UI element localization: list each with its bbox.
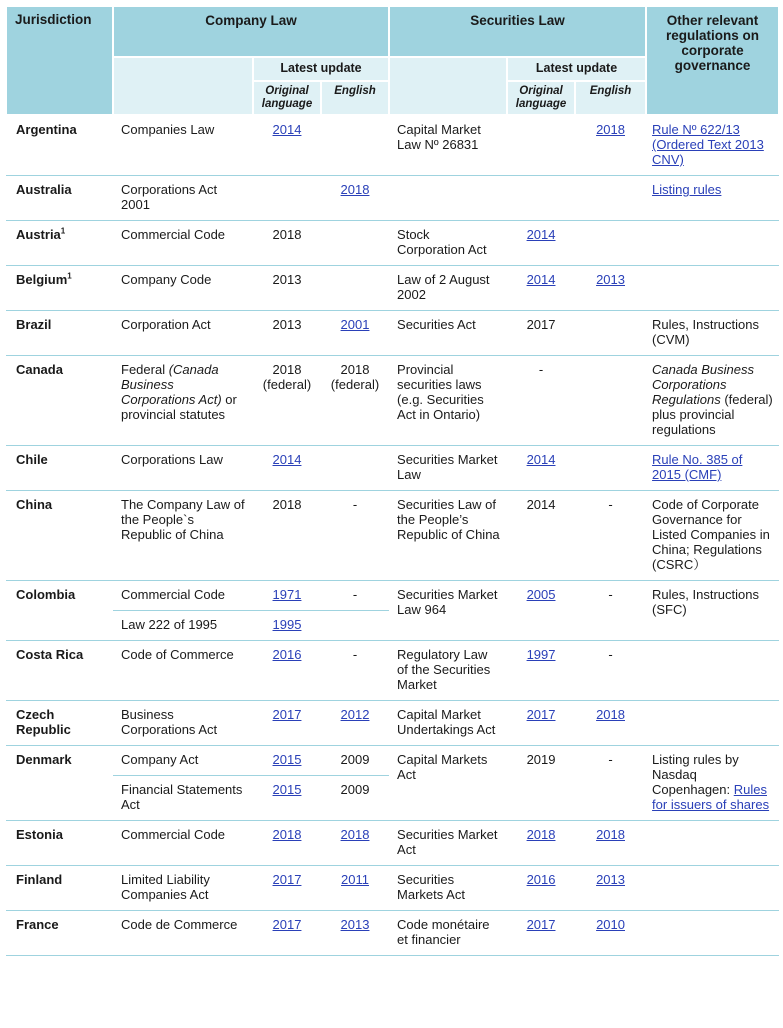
other-regulation bbox=[646, 911, 779, 956]
company-law-name: Corporations Law bbox=[113, 446, 253, 491]
securities-law-original-link[interactable]: 2014 bbox=[526, 227, 556, 242]
header-company-law: Company Law bbox=[113, 6, 389, 57]
company-law-name: Commercial Code bbox=[113, 821, 253, 866]
company-law-original-link[interactable]: 2015 bbox=[272, 782, 302, 797]
securities-law-original-link[interactable]: 2014 bbox=[526, 452, 556, 467]
other-regulation-link[interactable]: Rule Nº 622/13 (Ordered Text 2013 CNV) bbox=[652, 122, 764, 167]
other-regulation-italic: Canada Business Corporations Regulations bbox=[652, 362, 754, 407]
company-law-english bbox=[321, 221, 389, 266]
company-law-original: 2013 bbox=[253, 266, 321, 311]
company-law-english: 2009 bbox=[321, 776, 389, 821]
company-law-name: Limited Liability Companies Act bbox=[113, 866, 253, 911]
other-regulation bbox=[646, 641, 779, 701]
table-row bbox=[6, 356, 779, 446]
company-law-english-link[interactable]: 2012 bbox=[340, 707, 370, 722]
company-law-cell bbox=[113, 356, 253, 446]
company-law-name: Corporations Act 2001 bbox=[113, 176, 253, 221]
other-regulation: Rules, Instructions (CVM) bbox=[646, 311, 779, 356]
securities-law-english bbox=[575, 176, 646, 221]
company-law-original-link[interactable]: 2017 bbox=[272, 917, 302, 932]
securities-law-original: - bbox=[507, 356, 575, 446]
table-row bbox=[6, 641, 779, 701]
securities-law-name: Code monétaire et financier bbox=[389, 911, 507, 956]
table-row bbox=[6, 311, 779, 356]
table-row bbox=[6, 701, 779, 746]
securities-law-name: Securities Act bbox=[389, 311, 507, 356]
table-row bbox=[6, 821, 779, 866]
header-securities-law-blank bbox=[389, 57, 507, 115]
jurisdiction-name: Canada bbox=[6, 356, 113, 446]
company-law-original-link[interactable]: 2016 bbox=[272, 647, 302, 662]
other-regulation: Code of Corporate Governance for Listed Companies in China; Regulations (CSRC） bbox=[646, 491, 779, 581]
company-law-name: Companies Law bbox=[113, 115, 253, 176]
securities-law-name: Capital Market Undertakings Act bbox=[389, 701, 507, 746]
company-law-english: - bbox=[321, 581, 389, 611]
jurisdiction-name: Austria bbox=[16, 227, 61, 242]
securities-law-original-link[interactable]: 2017 bbox=[526, 707, 556, 722]
company-law-name: Code de Commerce bbox=[113, 911, 253, 956]
company-law-name: Company Act bbox=[113, 746, 253, 776]
securities-law-name: Securities Market Law bbox=[389, 446, 507, 491]
jurisdiction-name: France bbox=[6, 911, 113, 956]
other-regulation bbox=[646, 221, 779, 266]
other-regulation-link[interactable]: Listing rules bbox=[652, 182, 722, 197]
securities-law-name: Securities Markets Act bbox=[389, 866, 507, 911]
securities-law-name: Securities Law of the People’s Republic of China bbox=[389, 491, 507, 581]
table-row bbox=[6, 746, 779, 776]
company-law-name-pre: Federal bbox=[121, 362, 169, 377]
company-law-name-post: or provincial statutes bbox=[121, 392, 237, 422]
company-law-name: Law 222 of 1995 bbox=[113, 611, 253, 641]
header-securities-latest-update: Latest update bbox=[507, 57, 646, 81]
corporate-law-table bbox=[5, 5, 780, 956]
table-row bbox=[6, 581, 779, 611]
company-law-original: 2013 bbox=[253, 311, 321, 356]
other-regulation bbox=[646, 701, 779, 746]
company-law-name: Business Corporations Act bbox=[113, 701, 253, 746]
company-law-english: 2018 (federal) bbox=[321, 356, 389, 446]
securities-law-name: Capital Market Law Nº 26831 bbox=[389, 115, 507, 176]
other-regulation-link[interactable]: Rule No. 385 of 2015 (CMF) bbox=[652, 452, 743, 482]
company-law-english-link[interactable]: 2011 bbox=[341, 872, 369, 887]
company-law-original-link[interactable]: 1971 bbox=[272, 587, 302, 602]
jurisdiction-name: Estonia bbox=[6, 821, 113, 866]
table-row bbox=[6, 115, 779, 176]
securities-law-name bbox=[389, 176, 507, 221]
company-law-name: Commercial Code bbox=[113, 581, 253, 611]
company-law-name: Corporation Act bbox=[113, 311, 253, 356]
company-law-original-link[interactable]: 2015 bbox=[272, 752, 302, 767]
securities-law-english-link[interactable]: 2018 bbox=[596, 707, 625, 722]
other-regulation: Rules, Instructions (SFC) bbox=[646, 581, 779, 641]
company-law-english bbox=[321, 266, 389, 311]
table-row bbox=[6, 176, 779, 221]
securities-law-name: Capital Markets Act bbox=[389, 746, 507, 821]
securities-law-original-link[interactable]: 2016 bbox=[526, 872, 556, 887]
securities-law-english bbox=[575, 221, 646, 266]
other-regulation bbox=[646, 866, 779, 911]
securities-law-original: 2014 bbox=[507, 491, 575, 581]
table-row bbox=[6, 446, 779, 491]
other-regulation-cell bbox=[646, 356, 779, 446]
securities-law-english: - bbox=[575, 746, 646, 821]
jurisdiction-cell bbox=[6, 266, 113, 311]
securities-law-english: - bbox=[575, 491, 646, 581]
securities-law-original-link[interactable]: 2005 bbox=[526, 587, 556, 602]
jurisdiction-name: Belgium bbox=[16, 272, 68, 287]
securities-law-original: 2017 bbox=[507, 311, 575, 356]
jurisdiction-name: Colombia bbox=[6, 581, 113, 641]
company-law-english: 2009 bbox=[321, 746, 389, 776]
company-law-english-link[interactable]: 2013 bbox=[340, 917, 370, 932]
company-law-english bbox=[321, 446, 389, 491]
securities-law-original bbox=[507, 176, 575, 221]
securities-law-english bbox=[575, 311, 646, 356]
jurisdiction-name: Denmark bbox=[6, 746, 113, 821]
header-other-regulations: Other relevant regulations on corporate governance bbox=[646, 6, 779, 115]
securities-law-english-link[interactable]: 2010 bbox=[596, 917, 625, 932]
securities-law-name: Law of 2 August 2002 bbox=[389, 266, 507, 311]
jurisdiction-name: Chile bbox=[6, 446, 113, 491]
company-law-original-link[interactable]: 2017 bbox=[272, 707, 302, 722]
other-regulation-post: (federal) plus provincial regulations bbox=[652, 392, 773, 437]
header-securities-law: Securities Law bbox=[389, 6, 646, 57]
jurisdiction-cell bbox=[6, 221, 113, 266]
company-law-original-link[interactable]: 1995 bbox=[272, 617, 302, 632]
company-law-english: - bbox=[321, 641, 389, 701]
table-row bbox=[6, 266, 779, 311]
securities-law-english bbox=[575, 446, 646, 491]
securities-law-english bbox=[575, 356, 646, 446]
company-law-original-link[interactable]: 2017 bbox=[272, 872, 302, 887]
jurisdiction-name: Finland bbox=[6, 866, 113, 911]
header-company-latest-update: Latest update bbox=[253, 57, 389, 81]
securities-law-original: 2019 bbox=[507, 746, 575, 821]
company-law-original: 2018 bbox=[253, 221, 321, 266]
jurisdiction-name: Argentina bbox=[6, 115, 113, 176]
securities-law-name: Securities Market Law 964 bbox=[389, 581, 507, 641]
jurisdiction-name: Costa Rica bbox=[6, 641, 113, 701]
securities-law-original-link[interactable]: 1997 bbox=[526, 647, 556, 662]
securities-law-name: Provincial securities laws (e.g. Securities Act in Ontario) bbox=[389, 356, 507, 446]
securities-law-english-link[interactable]: 2018 bbox=[596, 122, 625, 137]
securities-law-original bbox=[507, 115, 575, 176]
company-law-english bbox=[321, 115, 389, 176]
other-regulation-text: Listing rules by Nasdaq Copenhagen: bbox=[652, 752, 739, 797]
company-law-name-italic: (Canada Business Corporations Act) bbox=[121, 362, 222, 407]
jurisdiction-name: Brazil bbox=[6, 311, 113, 356]
jurisdiction-name: China bbox=[6, 491, 113, 581]
table-row bbox=[6, 911, 779, 956]
company-law-original-link[interactable]: 2014 bbox=[272, 452, 302, 467]
securities-law-english-link[interactable]: 2018 bbox=[596, 827, 625, 842]
company-law-name: Company Code bbox=[113, 266, 253, 311]
table-row bbox=[6, 491, 779, 581]
securities-law-english: - bbox=[575, 641, 646, 701]
header-securities-original-language: Original language bbox=[507, 81, 575, 115]
securities-law-english-link[interactable]: 2013 bbox=[596, 272, 625, 287]
securities-law-name: Stock Corporation Act bbox=[389, 221, 507, 266]
securities-law-original-link[interactable]: 2018 bbox=[526, 827, 556, 842]
securities-law-english: - bbox=[575, 581, 646, 641]
table-row bbox=[6, 866, 779, 911]
company-law-english: - bbox=[321, 491, 389, 581]
header-company-english: English bbox=[321, 81, 389, 115]
securities-law-original-link[interactable]: 2014 bbox=[526, 272, 556, 287]
company-law-original-link[interactable]: 2018 bbox=[272, 827, 302, 842]
company-law-english-link[interactable]: 2018 bbox=[340, 182, 370, 197]
other-regulation-cell bbox=[646, 746, 779, 821]
footnote-marker: 1 bbox=[67, 271, 72, 281]
securities-law-name: Securities Market Act bbox=[389, 821, 507, 866]
table-row bbox=[6, 221, 779, 266]
header-company-original-language: Original language bbox=[253, 81, 321, 115]
company-law-name: The Company Law of the People`s Republic of China bbox=[113, 491, 253, 581]
company-law-english bbox=[321, 611, 389, 641]
securities-law-name: Regulatory Law of the Securities Market bbox=[389, 641, 507, 701]
company-law-original: 2018 (federal) bbox=[253, 356, 321, 446]
other-regulation bbox=[646, 266, 779, 311]
company-law-original: 2018 bbox=[253, 491, 321, 581]
company-law-english-link[interactable]: 2001 bbox=[340, 317, 370, 332]
company-law-name: Financial Statements Act bbox=[113, 776, 253, 821]
other-regulation bbox=[646, 821, 779, 866]
company-law-name: Code of Commerce bbox=[113, 641, 253, 701]
company-law-name: Commercial Code bbox=[113, 221, 253, 266]
company-law-original-link[interactable]: 2014 bbox=[272, 122, 302, 137]
header-company-law-blank bbox=[113, 57, 253, 115]
company-law-english-link[interactable]: 2018 bbox=[340, 827, 370, 842]
header-securities-english: English bbox=[575, 81, 646, 115]
securities-law-original-link[interactable]: 2017 bbox=[526, 917, 556, 932]
other-regulation-link[interactable]: Rules for issuers of shares bbox=[652, 782, 770, 812]
company-law-original bbox=[253, 176, 321, 221]
footnote-marker: 1 bbox=[60, 226, 66, 236]
jurisdiction-name: Czech Republic bbox=[6, 701, 113, 746]
securities-law-english-link[interactable]: 2013 bbox=[596, 872, 625, 887]
jurisdiction-name: Australia bbox=[6, 176, 113, 221]
header-jurisdiction: Jurisdiction bbox=[6, 6, 113, 115]
